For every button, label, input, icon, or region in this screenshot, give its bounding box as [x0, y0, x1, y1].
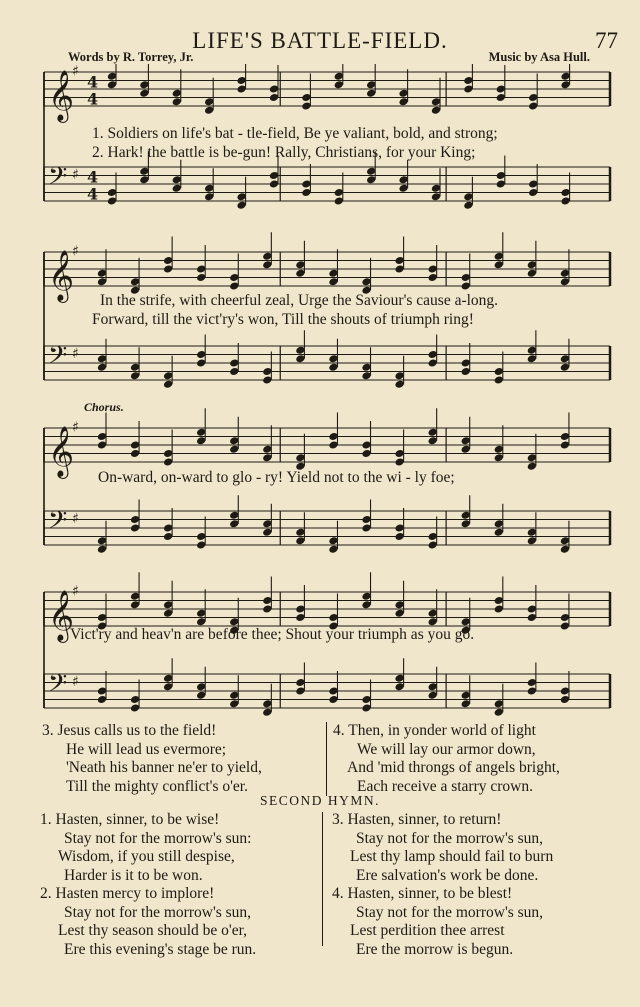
- lyric-line: Vict'ry and heav'n are before thee; Shout your triumph as you go.: [70, 626, 475, 643]
- verse-line: And 'mid throngs of angels bright,: [347, 759, 560, 776]
- verse-line: 3. Jesus calls us to the field!: [42, 722, 217, 739]
- verse-line: 3. Hasten, sinner, to return!: [332, 811, 502, 828]
- second-hymn-verse-2: [40, 885, 256, 959]
- verse-line: Lest thy lamp should fail to burn: [350, 848, 554, 865]
- treble-clef-icon: 𝄞: [48, 590, 75, 641]
- sharp-icon: ♯: [72, 166, 79, 183]
- treble-clef-icon: 𝄞: [48, 250, 75, 301]
- column-divider: [322, 812, 323, 946]
- time-signature: 4: [87, 184, 99, 204]
- verse-line: Stay not for the morrow's sun:: [64, 829, 252, 847]
- second-hymn-heading: SECOND HYMN.: [259, 793, 380, 808]
- verse-line: 4. Hasten, sinner, to be blest!: [332, 885, 513, 902]
- verse-line: Stay not for the morrow's sun,: [356, 829, 544, 847]
- time-signature: 4: [87, 72, 99, 92]
- lyric-line: Forward, till the vict'ry's won, Till the shouts of triumph ring!: [92, 311, 474, 328]
- second-hymn-verse-4: [332, 885, 543, 959]
- bass-clef-icon: 𝄢: [48, 669, 68, 705]
- verse-line: Lest perdition thee arrest: [350, 922, 505, 939]
- verse-line: Lest thy season should be o'er,: [58, 922, 247, 939]
- verse-line: Ere this evening's stage be run.: [64, 940, 257, 958]
- verse-line: Till the mighty conflict's o'er.: [66, 777, 248, 795]
- verse-3: [42, 722, 262, 796]
- verse-line: 2. Hasten mercy to implore!: [40, 885, 215, 902]
- bass-clef-icon: 𝄢: [48, 341, 68, 377]
- lyric-line: 1. Soldiers on life's bat - tle-field, Be ye valiant, bold, and strong;: [92, 125, 498, 142]
- lyric-line: On-ward, on-ward to glo - ry! Yield not to the wi - ly foe;: [98, 469, 455, 486]
- treble-clef-icon: 𝄞: [48, 70, 75, 121]
- sharp-icon: ♯: [72, 345, 79, 362]
- verse-line: Wisdom, if you still despise,: [58, 848, 235, 865]
- verse-line: Stay not for the morrow's sun,: [356, 903, 544, 921]
- time-signature: 4: [87, 89, 99, 109]
- bass-clef-icon: 𝄢: [48, 506, 68, 542]
- sharp-icon: ♯: [72, 673, 79, 690]
- lyric-line: 2. Hark! the battle is be-gun! Rally, Christians, for your King;: [92, 144, 476, 161]
- sharp-icon: ♯: [72, 510, 79, 527]
- verse-line: Each receive a starry crown.: [357, 777, 533, 795]
- second-hymn-verse-1: [40, 811, 251, 885]
- verse-line: Ere the morrow is begun.: [356, 940, 514, 958]
- verse-line: Harder is it to be won.: [64, 866, 203, 884]
- page-title: LIFE'S BATTLE-FIELD.: [192, 28, 448, 53]
- time-signature: 4: [87, 167, 99, 187]
- verse-line: Stay not for the morrow's sun,: [64, 903, 252, 921]
- sharp-icon: ♯: [72, 243, 79, 260]
- verse-line: 1. Hasten, sinner, to be wise!: [40, 811, 220, 828]
- column-divider: [326, 722, 327, 796]
- music-credit: Music by Asa Hull.: [488, 50, 590, 64]
- second-hymn-verse-3: [332, 811, 553, 885]
- page-number: 77: [595, 28, 618, 53]
- music-system-3: [40, 400, 612, 560]
- verse-line: Ere salvation's work be done.: [356, 866, 539, 884]
- verse-line: 'Neath his banner ne'er to yield,: [66, 759, 262, 776]
- words-credit: Words by R. Torrey, Jr.: [68, 50, 194, 64]
- music-system-1: [40, 64, 612, 224]
- lyric-line: In the strife, with cheerful zeal, Urge the Saviour's cause a-long.: [100, 292, 499, 309]
- verse-line: 4. Then, in yonder world of light: [333, 722, 536, 739]
- music-system-4: [40, 566, 612, 716]
- sharp-icon: ♯: [72, 64, 79, 80]
- treble-clef-icon: 𝄞: [48, 426, 75, 477]
- chorus-label: Chorus.: [84, 400, 124, 414]
- sharp-icon: ♯: [72, 583, 79, 600]
- sharp-icon: ♯: [72, 419, 79, 436]
- verse-4: [333, 722, 560, 796]
- verse-line: He will lead us evermore;: [66, 740, 227, 758]
- music-system-2: [40, 230, 612, 400]
- verse-line: We will lay our armor down,: [357, 740, 536, 758]
- bass-clef-icon: 𝄢: [48, 162, 68, 198]
